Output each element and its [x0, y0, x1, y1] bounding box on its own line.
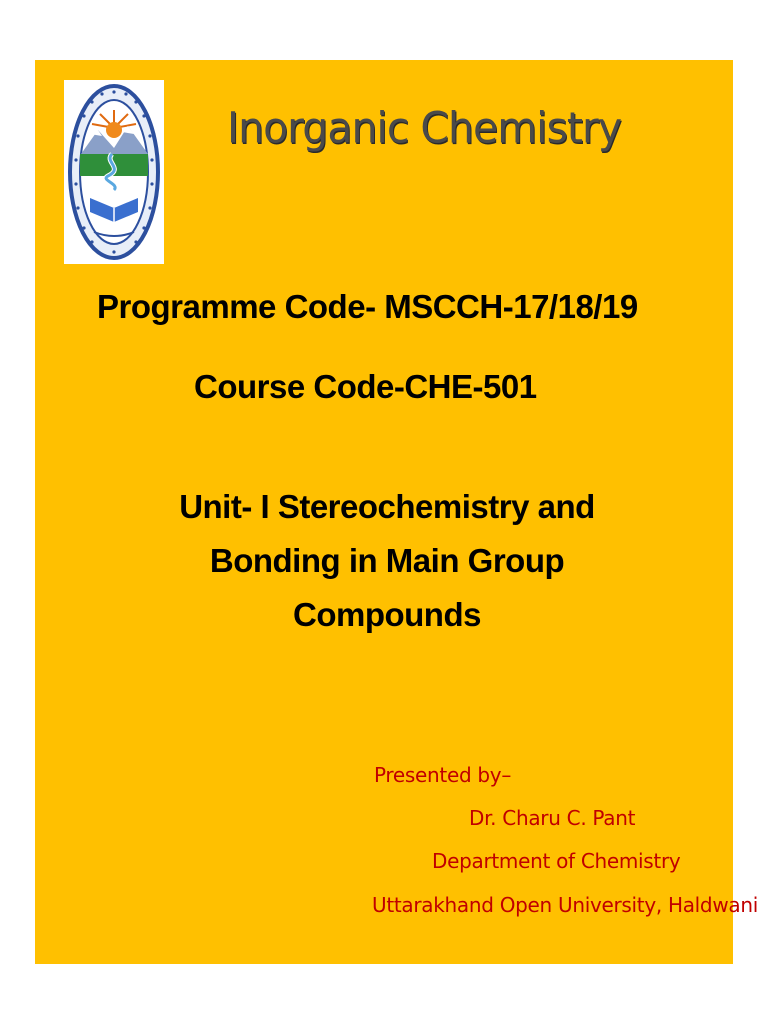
- slide-title: Inorganic Chemistry: [227, 102, 622, 154]
- slide: [35, 60, 758, 964]
- programme-code: Programme Code- MSCCH-17/18/19: [97, 288, 638, 325]
- presenter-department: Department of Chemistry: [432, 849, 681, 873]
- unit-title-line: Bonding in Main Group: [209, 542, 565, 579]
- presented-by-label: Presented by–: [374, 763, 512, 787]
- unit-title-line: Unit- I Stereochemistry and: [179, 488, 595, 525]
- unit-title-line: Compounds: [293, 596, 481, 633]
- university-emblem-icon: [64, 80, 164, 264]
- presenter-university: Uttarakhand Open University, Haldwani: [372, 893, 758, 917]
- presenter-name: Dr. Charu C. Pant: [469, 806, 636, 830]
- unit-title: [115, 480, 659, 642]
- course-code: Course Code-CHE-501: [194, 368, 537, 405]
